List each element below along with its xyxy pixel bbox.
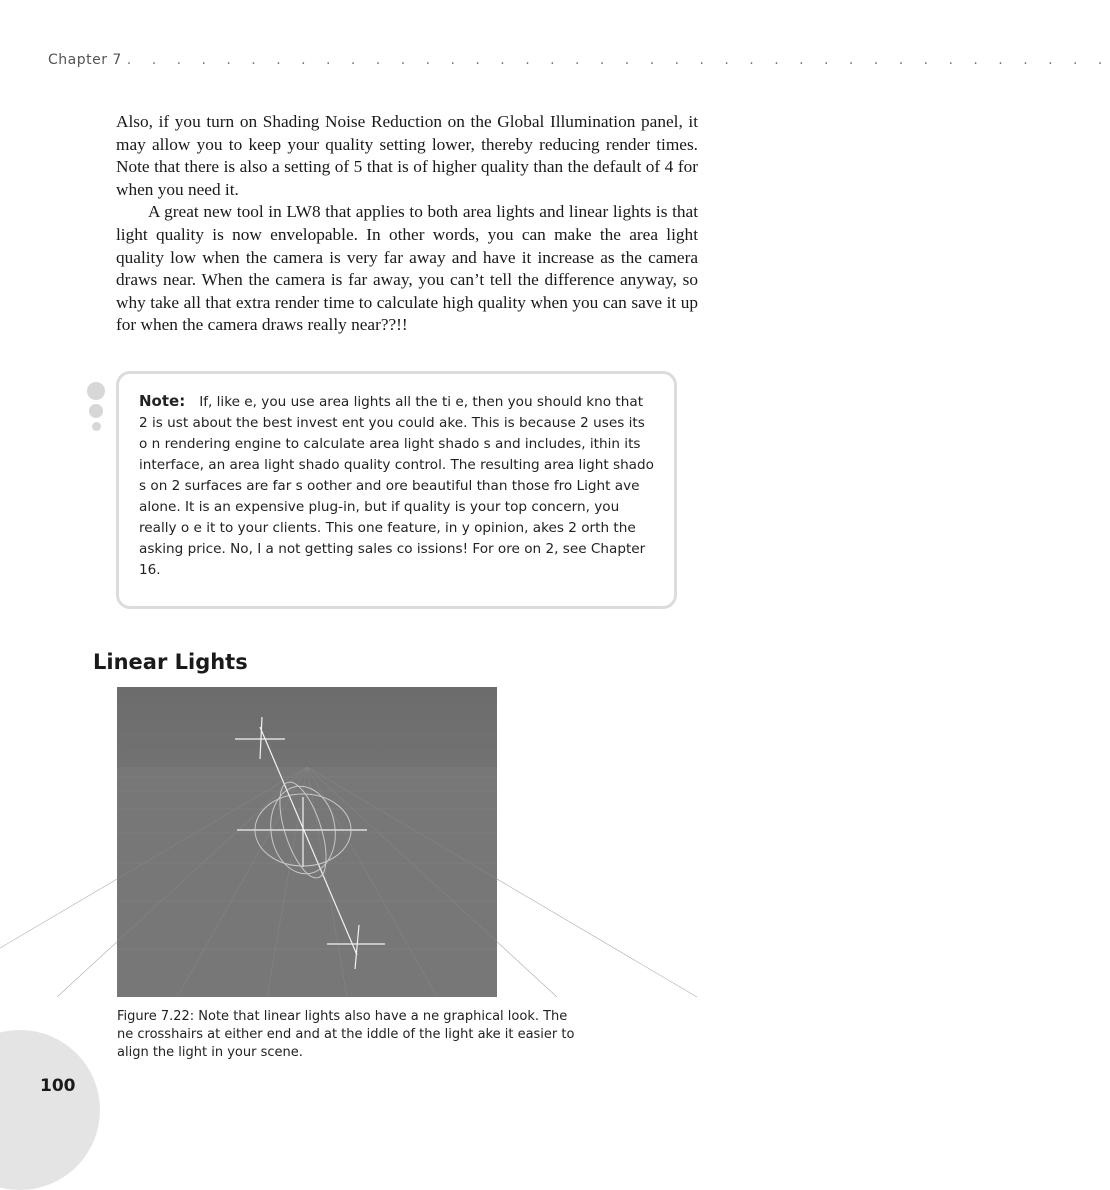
paragraph: A great new tool in LW8 that applies to both area lights and linear lights is that light quality is now envelopable. In other words, you can make the area light quality low when the camera is very far away and have it increase as the camera draws near. When the camera is far away, you can’t tell the difference anyway, so why take all that extra render time to calculate high quality when you can save it up for when the camera draws really near??!! [116,202,698,335]
figure-caption: Figure 7.22: Note that linear lights also have a ne graphical look. The ne crosshairs at either end and at the iddle of the light ake it easier to align the light in your scene. [117,1009,575,1060]
page-number: 100 [40,1076,76,1096]
note-text: If, like e, you use area lights all the ti e, then you should kno that 2 is ust about the best invest ent you could ake. This is because 2 uses its o n rendering engine to calculate area light shado s and includes, ithin its interface, an area light shado quality control. The resulting area light shado s on 2 surfaces are far s oother and ore beautiful than those fro Light ave alone. It is an expensive plug-in, but if quality is your top concern, you really o e it to your clients. This one feature, in y opinion, akes 2 orth the asking price. No, I a not getting sales co issions! For ore on 2, see Chapter 16. [139,394,654,578]
note-bullets-icon [86,382,106,435]
body-text [116,111,698,337]
figure-image [117,687,497,997]
note-box [116,371,677,609]
chapter-label: Chapter 7 [48,52,122,68]
section-heading: Linear Lights [93,650,248,674]
note-label: Note: [139,392,186,410]
leader-dots: . . . . . . . . . . . . . . . . . . . . . . . . . . . . . . . . . . . . . . . . [126,52,1110,68]
linear-light-render [117,687,497,997]
paragraph: Also, if you turn on Shading Noise Reduction on the Global Illumination panel, it may allow you to keep your quality setting lower, thereby reducing render times. Note that there is also a setting of 5 that is of higher quality than the default of 4 for when you need it. [116,112,698,199]
running-head [48,52,1110,72]
page-corner-decoration [0,1030,100,1190]
